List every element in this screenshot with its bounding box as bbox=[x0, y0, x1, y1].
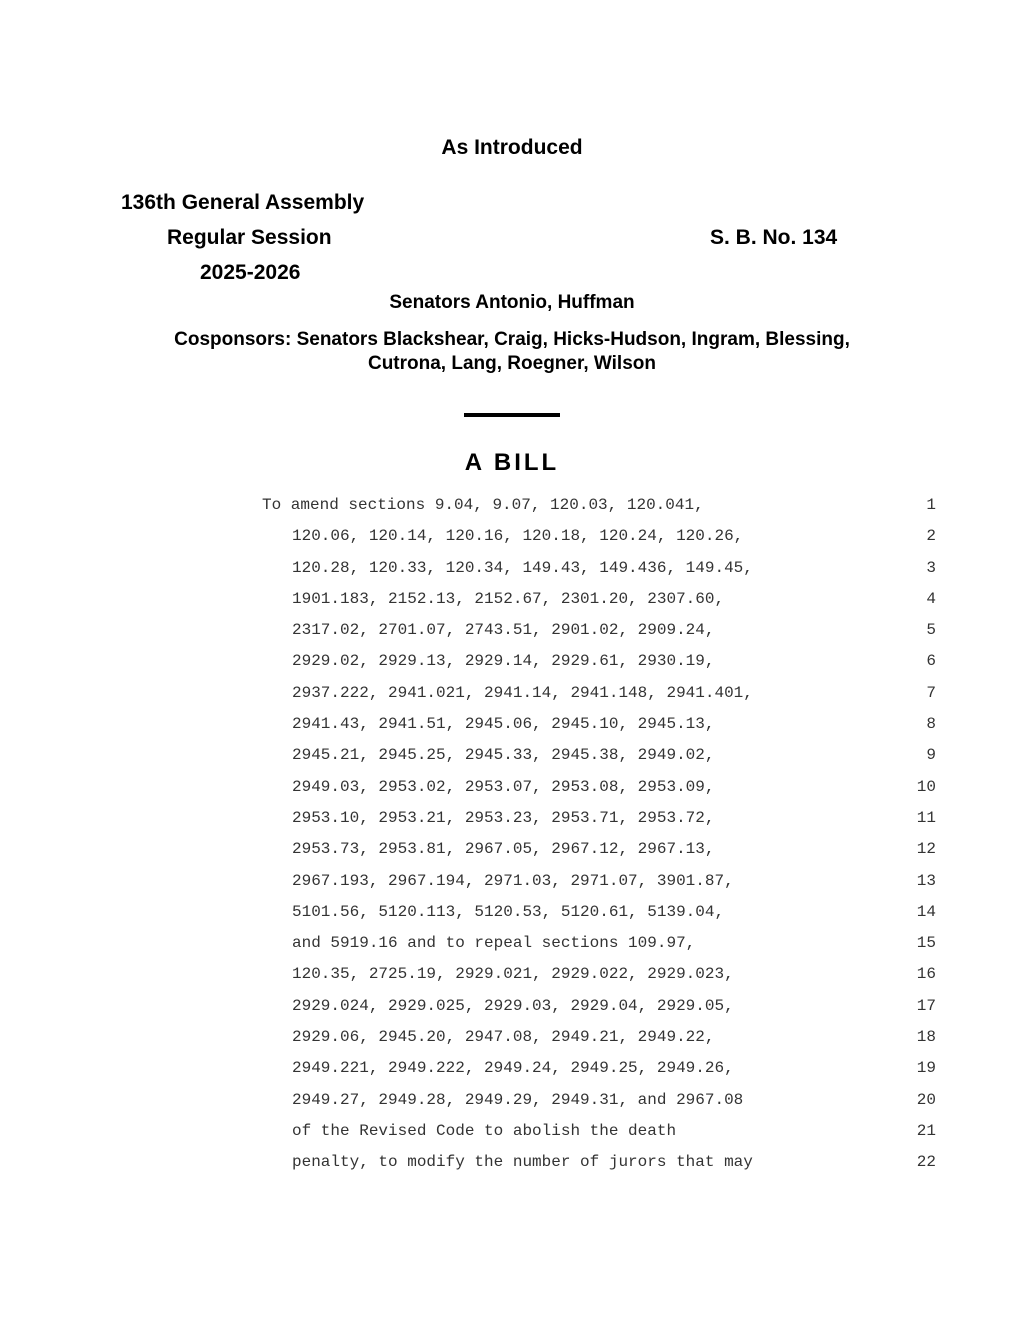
bill-line bbox=[0, 901, 1024, 932]
bill-line-text: 2945.21, 2945.25, 2945.33, 2945.38, 2949.02, bbox=[292, 746, 715, 765]
bill-line bbox=[0, 995, 1024, 1026]
line-number: 4 bbox=[926, 589, 936, 608]
bill-line-text: 2953.10, 2953.21, 2953.23, 2953.71, 2953.72, bbox=[292, 808, 715, 827]
bill-line-text: 2953.73, 2953.81, 2967.05, 2967.12, 2967.13, bbox=[292, 840, 715, 859]
line-number: 6 bbox=[926, 652, 936, 671]
bill-line bbox=[0, 1120, 1024, 1151]
line-number: 15 bbox=[916, 934, 936, 953]
line-number: 11 bbox=[916, 808, 936, 827]
bill-line-text: 2967.193, 2967.194, 2971.03, 2971.07, 3901.87, bbox=[292, 871, 734, 890]
bill-line-text: penalty, to modify the number of jurors that may bbox=[292, 1153, 753, 1172]
bill-line-text: 2937.222, 2941.021, 2941.14, 2941.148, 2941.401, bbox=[292, 683, 753, 702]
bill-line bbox=[0, 744, 1024, 775]
regular-session: Regular Session bbox=[167, 226, 332, 249]
line-number: 1 bbox=[926, 496, 936, 514]
line-number: 18 bbox=[916, 1028, 936, 1047]
bill-line bbox=[0, 838, 1024, 869]
bill-line bbox=[0, 713, 1024, 744]
line-number: 10 bbox=[916, 777, 936, 796]
line-number: 20 bbox=[916, 1090, 936, 1109]
bill-line-text: and 5919.16 and to repeal sections 109.97, bbox=[292, 934, 696, 953]
line-number: 14 bbox=[916, 902, 936, 921]
bill-line bbox=[0, 1026, 1024, 1057]
line-number: 2 bbox=[926, 527, 936, 546]
bill-line bbox=[0, 588, 1024, 619]
bill-line bbox=[0, 932, 1024, 963]
line-number: 21 bbox=[916, 1121, 936, 1140]
bill-line bbox=[0, 525, 1024, 556]
bill-line-text: 2317.02, 2701.07, 2743.51, 2901.02, 2909.24, bbox=[292, 621, 715, 640]
bill-line bbox=[0, 619, 1024, 650]
sponsors: Senators Antonio, Huffman bbox=[389, 292, 635, 313]
title-divider bbox=[464, 413, 560, 417]
bill-line-text: 1901.183, 2152.13, 2152.67, 2301.20, 2307.60, bbox=[292, 589, 725, 608]
bill-line-text: 2941.43, 2941.51, 2945.06, 2945.10, 2945.13, bbox=[292, 715, 715, 734]
session-years: 2025-2026 bbox=[200, 261, 301, 284]
bill-line-text: 2929.02, 2929.13, 2929.14, 2929.61, 2930.19, bbox=[292, 652, 715, 671]
cosponsors-line-1: Cosponsors: Senators Blackshear, Craig, Hicks-Hudson, Ingram, Blessing, bbox=[174, 329, 850, 350]
line-number: 16 bbox=[916, 965, 936, 984]
line-number: 12 bbox=[916, 840, 936, 859]
bill-line bbox=[0, 494, 1024, 525]
bill-line-text: 5101.56, 5120.113, 5120.53, 5120.61, 5139.04, bbox=[292, 902, 725, 921]
bill-line bbox=[0, 1151, 1024, 1182]
line-number: 5 bbox=[926, 621, 936, 640]
cosponsors bbox=[120, 328, 904, 376]
bill-line bbox=[0, 1057, 1024, 1088]
bill-line bbox=[0, 963, 1024, 994]
bill-line bbox=[0, 682, 1024, 713]
line-number: 19 bbox=[916, 1059, 936, 1078]
bill-line bbox=[0, 776, 1024, 807]
bill-line bbox=[0, 1089, 1024, 1120]
bill-heading: A BILL bbox=[464, 449, 560, 476]
bill-line-text: of the Revised Code to abolish the death bbox=[292, 1121, 677, 1140]
bill-line-text: 2949.221, 2949.222, 2949.24, 2949.25, 2949.26, bbox=[292, 1059, 734, 1078]
bill-line-text: 120.35, 2725.19, 2929.021, 2929.022, 2929.023, bbox=[292, 965, 734, 984]
bill-line-text: To amend sections 9.04, 9.07, 120.03, 120.041, bbox=[262, 496, 704, 514]
line-number: 8 bbox=[926, 715, 936, 734]
bill-title-lines bbox=[0, 494, 1024, 1183]
line-number: 9 bbox=[926, 746, 936, 765]
cosponsors-line-2: Cutrona, Lang, Roegner, Wilson bbox=[367, 353, 656, 374]
bill-line-text: 2949.03, 2953.02, 2953.07, 2953.08, 2953.09, bbox=[292, 777, 715, 796]
bill-line-text: 120.28, 120.33, 120.34, 149.43, 149.436, 149.45, bbox=[292, 558, 753, 577]
line-number: 3 bbox=[926, 558, 936, 577]
bill-line-text: 2929.06, 2945.20, 2947.08, 2949.21, 2949.22, bbox=[292, 1028, 715, 1047]
bill-number: S. B. No. 134 bbox=[710, 226, 838, 249]
bill-line bbox=[0, 557, 1024, 588]
bill-line-text: 2949.27, 2949.28, 2949.29, 2949.31, and 2967.08 bbox=[292, 1090, 744, 1109]
line-number: 13 bbox=[916, 871, 936, 890]
bill-status: As Introduced bbox=[441, 136, 583, 159]
general-assembly: 136th General Assembly bbox=[121, 191, 365, 214]
bill-line bbox=[0, 807, 1024, 838]
bill-line bbox=[0, 650, 1024, 681]
bill-line bbox=[0, 870, 1024, 901]
bill-line-text: 2929.024, 2929.025, 2929.03, 2929.04, 2929.05, bbox=[292, 996, 734, 1015]
line-number: 7 bbox=[926, 683, 936, 702]
bill-line-text: 120.06, 120.14, 120.16, 120.18, 120.24, 120.26, bbox=[292, 527, 744, 546]
line-number: 22 bbox=[916, 1153, 936, 1172]
line-number: 17 bbox=[916, 996, 936, 1015]
